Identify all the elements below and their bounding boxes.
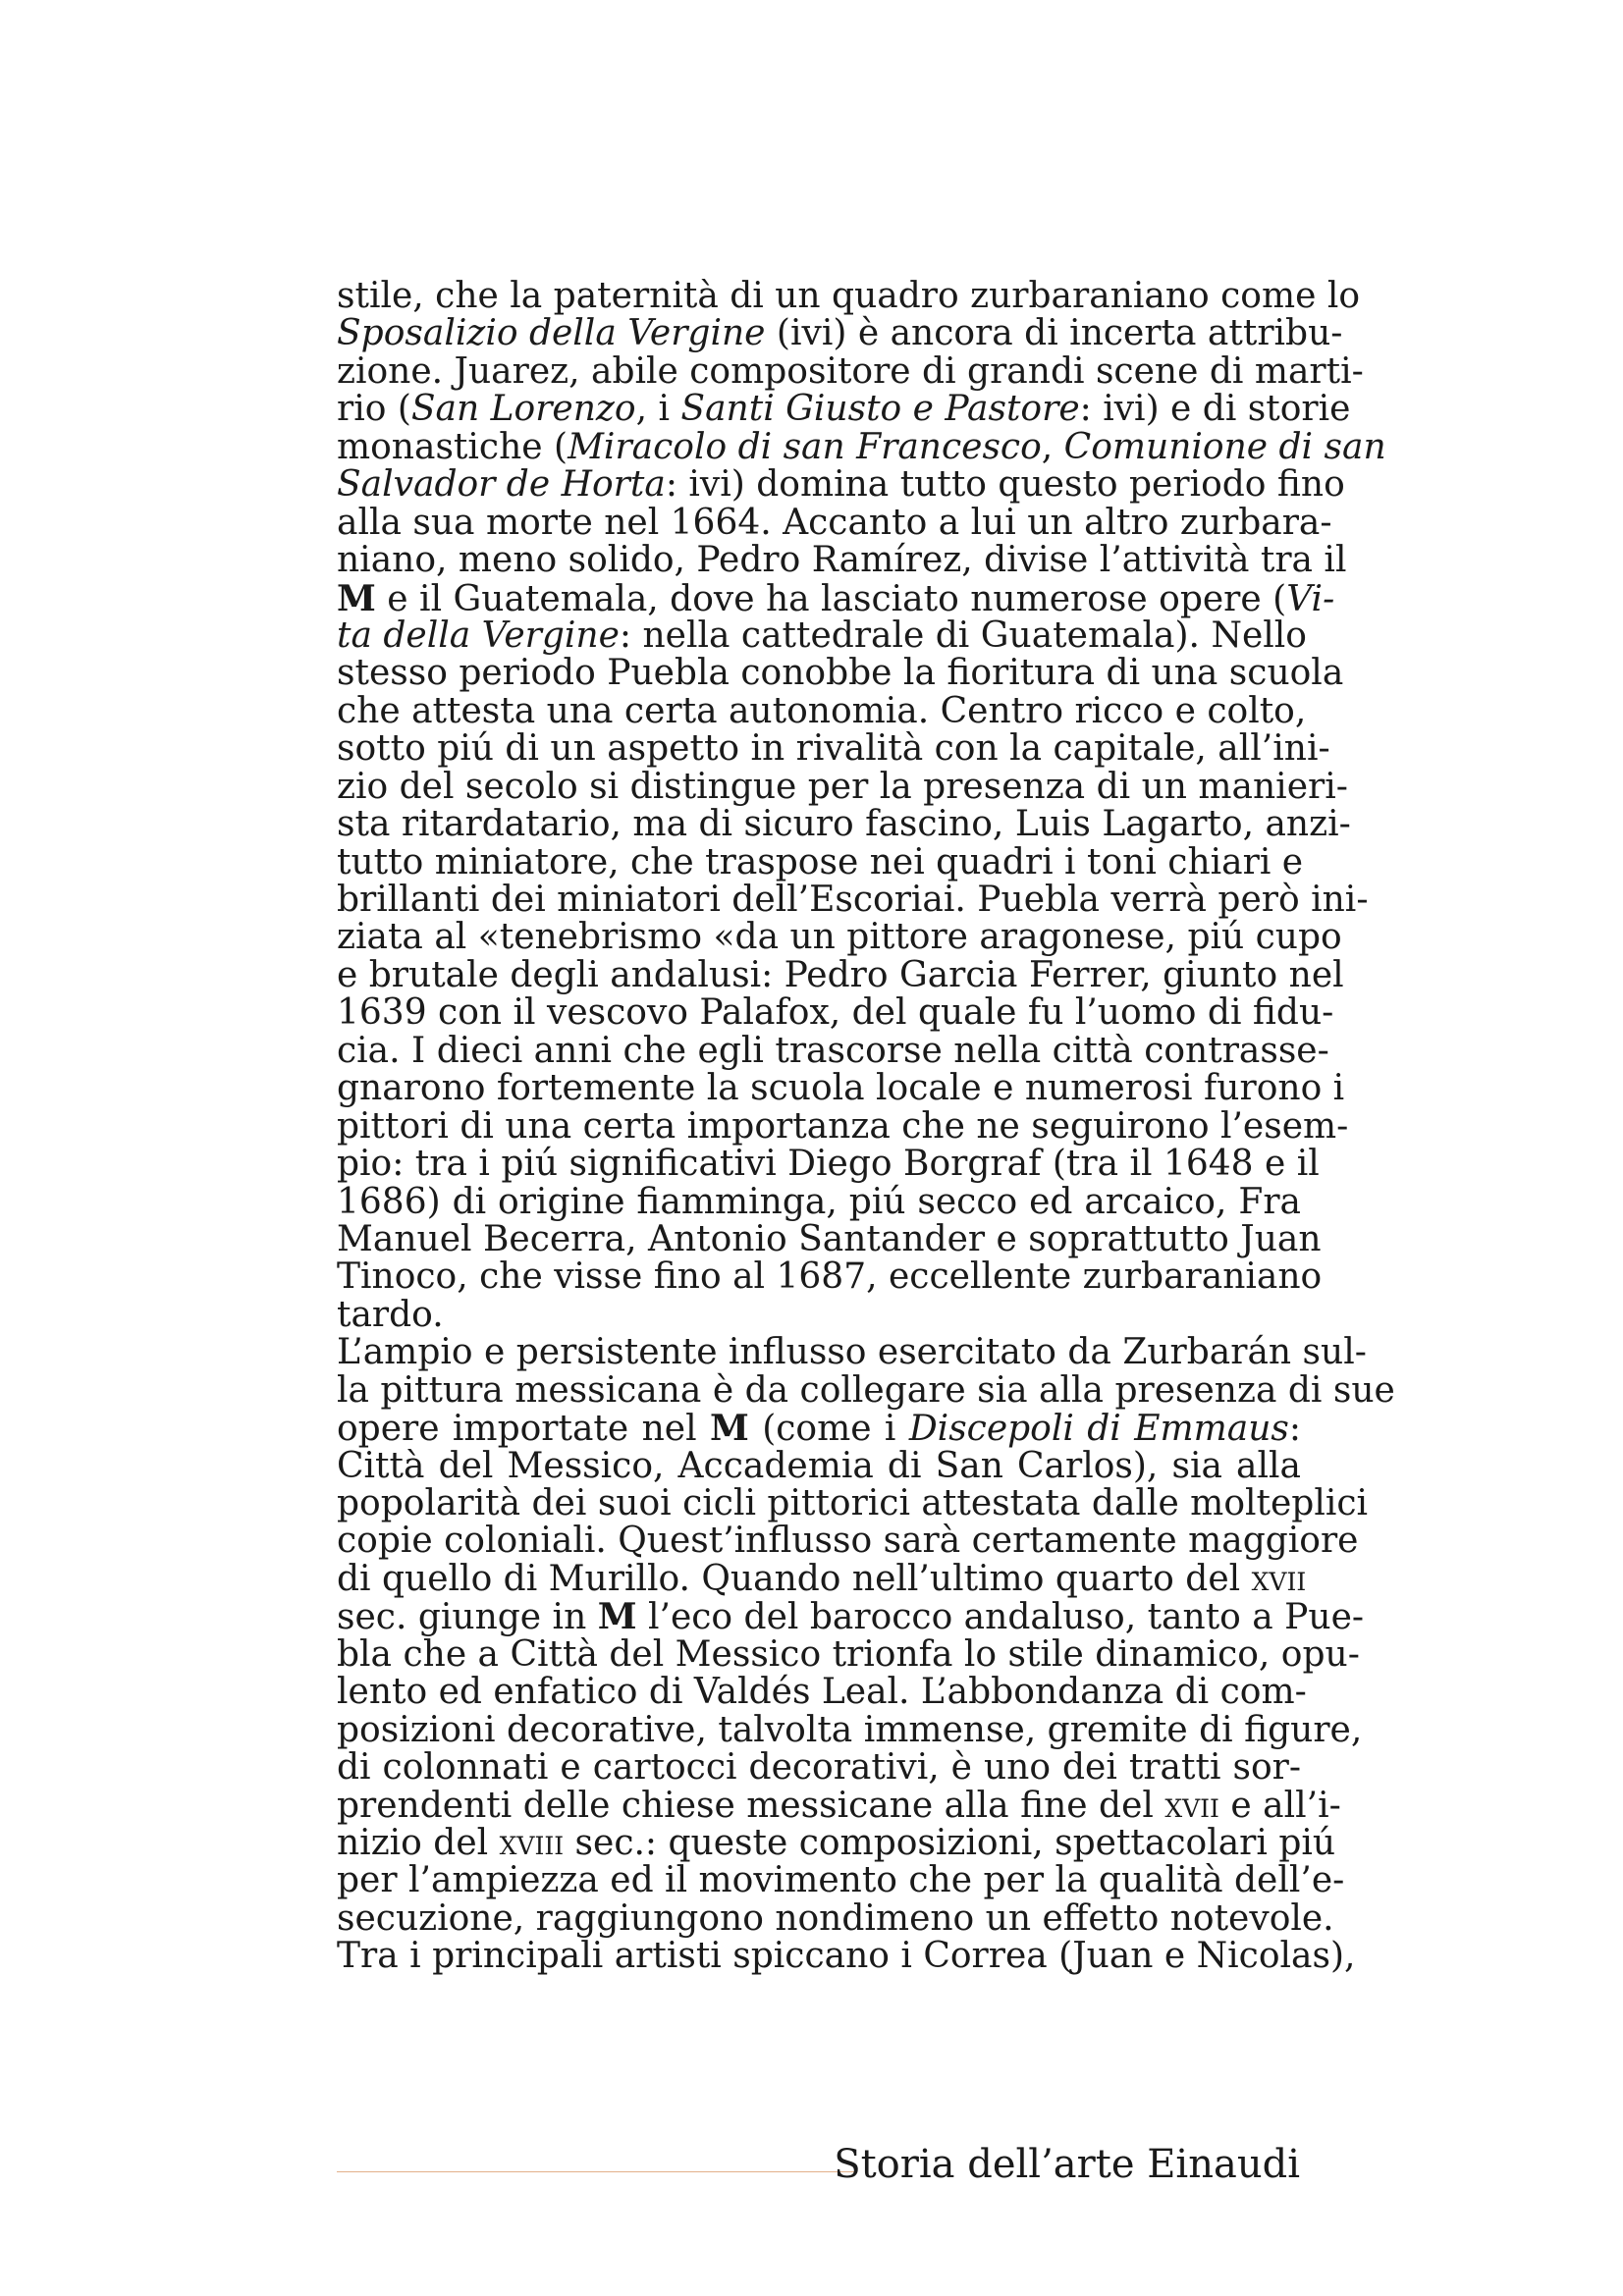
text-line xyxy=(337,426,1386,467)
text-line xyxy=(337,1860,1345,1901)
text-line xyxy=(337,1521,1359,1562)
text-line xyxy=(337,804,1351,845)
text-run: popolarità dei suoi cicli pittorici attestata dalle molteplici xyxy=(337,1483,1369,1523)
text-run: monastiche ( xyxy=(337,426,568,467)
text-run: 1686) di origine fiamminga, piú secco ed arcaico, Fra xyxy=(337,1181,1301,1222)
italic-title: San Lorenzo xyxy=(410,389,636,430)
body-text xyxy=(337,276,1395,1977)
text-line xyxy=(337,276,1361,316)
italic-title: Sposalizio della Vergine xyxy=(337,313,766,354)
bold-abbreviation: M xyxy=(597,1596,637,1638)
text-line xyxy=(337,766,1348,807)
text-line xyxy=(337,1218,1322,1259)
text-run: tardo. xyxy=(337,1294,444,1335)
text-run: zio del secolo si distingue per la presenza di un manieri- xyxy=(337,766,1348,807)
italic-title: Vi- xyxy=(1286,578,1335,619)
text-run: alla sua morte nel 1664. Accanto a lui un altro zurbara- xyxy=(337,502,1332,543)
text-run: e il Guatemala, dove ha lasciato numerose opere ( xyxy=(375,578,1287,619)
text-line xyxy=(337,992,1334,1034)
text-line xyxy=(337,917,1342,958)
italic-title: Santi Giusto e Pastore xyxy=(680,389,1080,430)
text-run: tutto miniatore, che traspose nei quadri i toni chiari e xyxy=(337,841,1304,882)
text-line xyxy=(337,1294,1301,1335)
text-run: cia. I dieci anni che egli trascorse nella città contrasse- xyxy=(337,1030,1329,1071)
text-run: Tinoco, che visse fino al 1687, eccellente zurbaraniano xyxy=(337,1256,1323,1298)
text-line xyxy=(337,614,1307,656)
bold-abbreviation: M xyxy=(337,577,376,619)
text-run: sec. giunge in xyxy=(337,1597,598,1638)
text-line xyxy=(337,1105,1349,1147)
text-line xyxy=(337,1633,1360,1675)
text-line xyxy=(337,1030,1329,1071)
text-line xyxy=(337,1445,1301,1486)
text-line xyxy=(337,540,1347,581)
text-run: : ivi) e di storie xyxy=(1079,389,1351,430)
text-run: di quello di Murillo. Quando nell’ultimo quarto del xyxy=(337,1558,1252,1599)
text-line xyxy=(337,1332,1367,1373)
roman-numeral: xvii xyxy=(1164,1785,1219,1826)
text-line xyxy=(337,1596,1365,1638)
text-line xyxy=(337,1483,1369,1523)
footer-rule xyxy=(337,2171,857,2172)
italic-title: Miracolo di san Francesco xyxy=(568,426,1042,467)
italic-title: Comunione di san xyxy=(1063,426,1386,467)
text-line xyxy=(337,653,1344,694)
text-run: Città del Messico, Accademia di San Carlos), sia alla xyxy=(337,1445,1301,1486)
text-line xyxy=(337,389,1351,430)
italic-title: Salvador de Horta xyxy=(337,464,666,506)
text-run: pittori di una certa importanza che ne seguirono l’esem- xyxy=(337,1105,1349,1147)
text-run: (ivi) è ancora di incerta attribu- xyxy=(765,313,1343,354)
text-run: , i xyxy=(635,389,681,430)
text-run: posizioni decorative, talvolta immense, gremite di figure, xyxy=(337,1709,1363,1750)
text-run: 1639 con il vescovo Palafox, del quale fu l’uomo di fidu- xyxy=(337,992,1334,1034)
text-run: sta ritardatario, ma di sicuro fascino, Luis Lagarto, anzi- xyxy=(337,804,1351,845)
roman-numeral: xvii xyxy=(1251,1558,1307,1599)
text-run: , xyxy=(1041,426,1064,467)
text-line xyxy=(337,1822,1336,1863)
text-run: (come i xyxy=(748,1409,909,1450)
italic-title: ta della Vergine xyxy=(337,614,620,656)
text-line xyxy=(337,1068,1345,1109)
text-run: : ivi) domina tutto questo periodo fino xyxy=(665,464,1345,506)
bold-abbreviation: M xyxy=(709,1408,749,1450)
text-line xyxy=(337,464,1345,506)
text-line xyxy=(337,1369,1395,1411)
text-line xyxy=(337,577,1335,619)
text-run: sotto piú di un aspetto in rivalità con la capitale, all’ini- xyxy=(337,728,1330,770)
text-run: : nella cattedrale di Guatemala). Nello xyxy=(619,614,1307,656)
text-run: rio ( xyxy=(337,389,411,430)
text-line xyxy=(337,1749,1301,1787)
text-line xyxy=(337,1709,1363,1750)
text-run: L’ampio e persistente influsso esercitato da Zurbarán sul- xyxy=(337,1332,1367,1373)
text-line xyxy=(337,690,1307,731)
roman-numeral: xviii xyxy=(499,1822,565,1863)
text-line xyxy=(337,1256,1323,1298)
text-run: la pittura messicana è da collegare sia alla presenza di sue xyxy=(337,1369,1395,1411)
text-run: ziata al «tenebrismo «da un pittore aragonese, piú cupo xyxy=(337,917,1342,958)
text-run: niano, meno solido, Pedro Ramírez, divise l’attività tra il xyxy=(337,540,1347,581)
text-run: per l’ampiezza ed il movimento che per la qualità dell’e- xyxy=(337,1860,1345,1901)
text-run: : xyxy=(1288,1409,1302,1450)
italic-title: Discepoli di Emmaus xyxy=(908,1409,1289,1450)
text-run: di colonnati e cartocci decorativi, è uno dei tratti sor- xyxy=(337,1747,1301,1789)
text-line xyxy=(337,1408,1302,1450)
text-run: secuzione, raggiungono nondimeno un effetto notevole. xyxy=(337,1897,1334,1939)
text-run: lento ed enfatico di Valdés Leal. L’abbondanza di com- xyxy=(337,1672,1307,1713)
text-run: l’eco del barocco andaluso, tanto a Pue- xyxy=(636,1597,1365,1638)
text-run: nizio del xyxy=(337,1822,500,1863)
text-line xyxy=(337,1181,1301,1222)
text-run: stesso periodo Puebla conobbe la fioritura di una scuola xyxy=(337,653,1344,694)
text-line xyxy=(337,954,1344,995)
text-line xyxy=(337,1785,1341,1826)
text-run: prendenti delle chiese messicane alla fine del xyxy=(337,1785,1165,1826)
text-run: che attesta una certa autonomia. Centro ricco e colto, xyxy=(337,690,1307,731)
text-run: Tra i principali artisti spiccano i Correa (Juan e Nicolas), xyxy=(337,1936,1356,1977)
text-run: e brutale degli andalusi: Pedro Garcia Ferrer, giunto nel xyxy=(337,954,1344,995)
text-run: brillanti dei miniatori dell’Escoriai. Puebla verrà però ini- xyxy=(337,880,1369,920)
text-run: gnarono fortemente la scuola locale e numerosi furono i xyxy=(337,1068,1345,1109)
text-line xyxy=(337,728,1330,770)
text-line xyxy=(337,313,1343,354)
text-run: pio: tra i piú significativi Diego Borgraf (tra il 1648 e il xyxy=(337,1144,1320,1185)
text-run: Manuel Becerra, Antonio Santander e soprattutto Juan xyxy=(337,1218,1322,1259)
text-line xyxy=(337,1897,1334,1939)
text-line xyxy=(337,841,1304,882)
text-run: sec.: queste composizioni, spettacolari piú xyxy=(564,1822,1336,1863)
text-line xyxy=(337,1672,1307,1713)
text-line xyxy=(337,1936,1356,1977)
text-run: stile, che la paternità di un quadro zurbaraniano come lo xyxy=(337,276,1361,316)
text-run: zione. Juarez, abile compositore di grandi scene di marti- xyxy=(337,350,1364,392)
text-run: e all’i- xyxy=(1218,1785,1341,1826)
text-run: opere importate nel xyxy=(337,1409,710,1450)
text-line xyxy=(337,1144,1320,1185)
text-line xyxy=(337,350,1364,392)
footer-title: Storia dell’arte Einaudi xyxy=(834,2142,1300,2187)
text-run: copie coloniali. Quest’influsso sarà certamente maggiore xyxy=(337,1521,1359,1562)
text-line xyxy=(337,1558,1307,1599)
text-run: bla che a Città del Messico trionfa lo stile dinamico, opu- xyxy=(337,1633,1360,1675)
text-line xyxy=(337,502,1332,543)
text-line xyxy=(337,880,1369,920)
